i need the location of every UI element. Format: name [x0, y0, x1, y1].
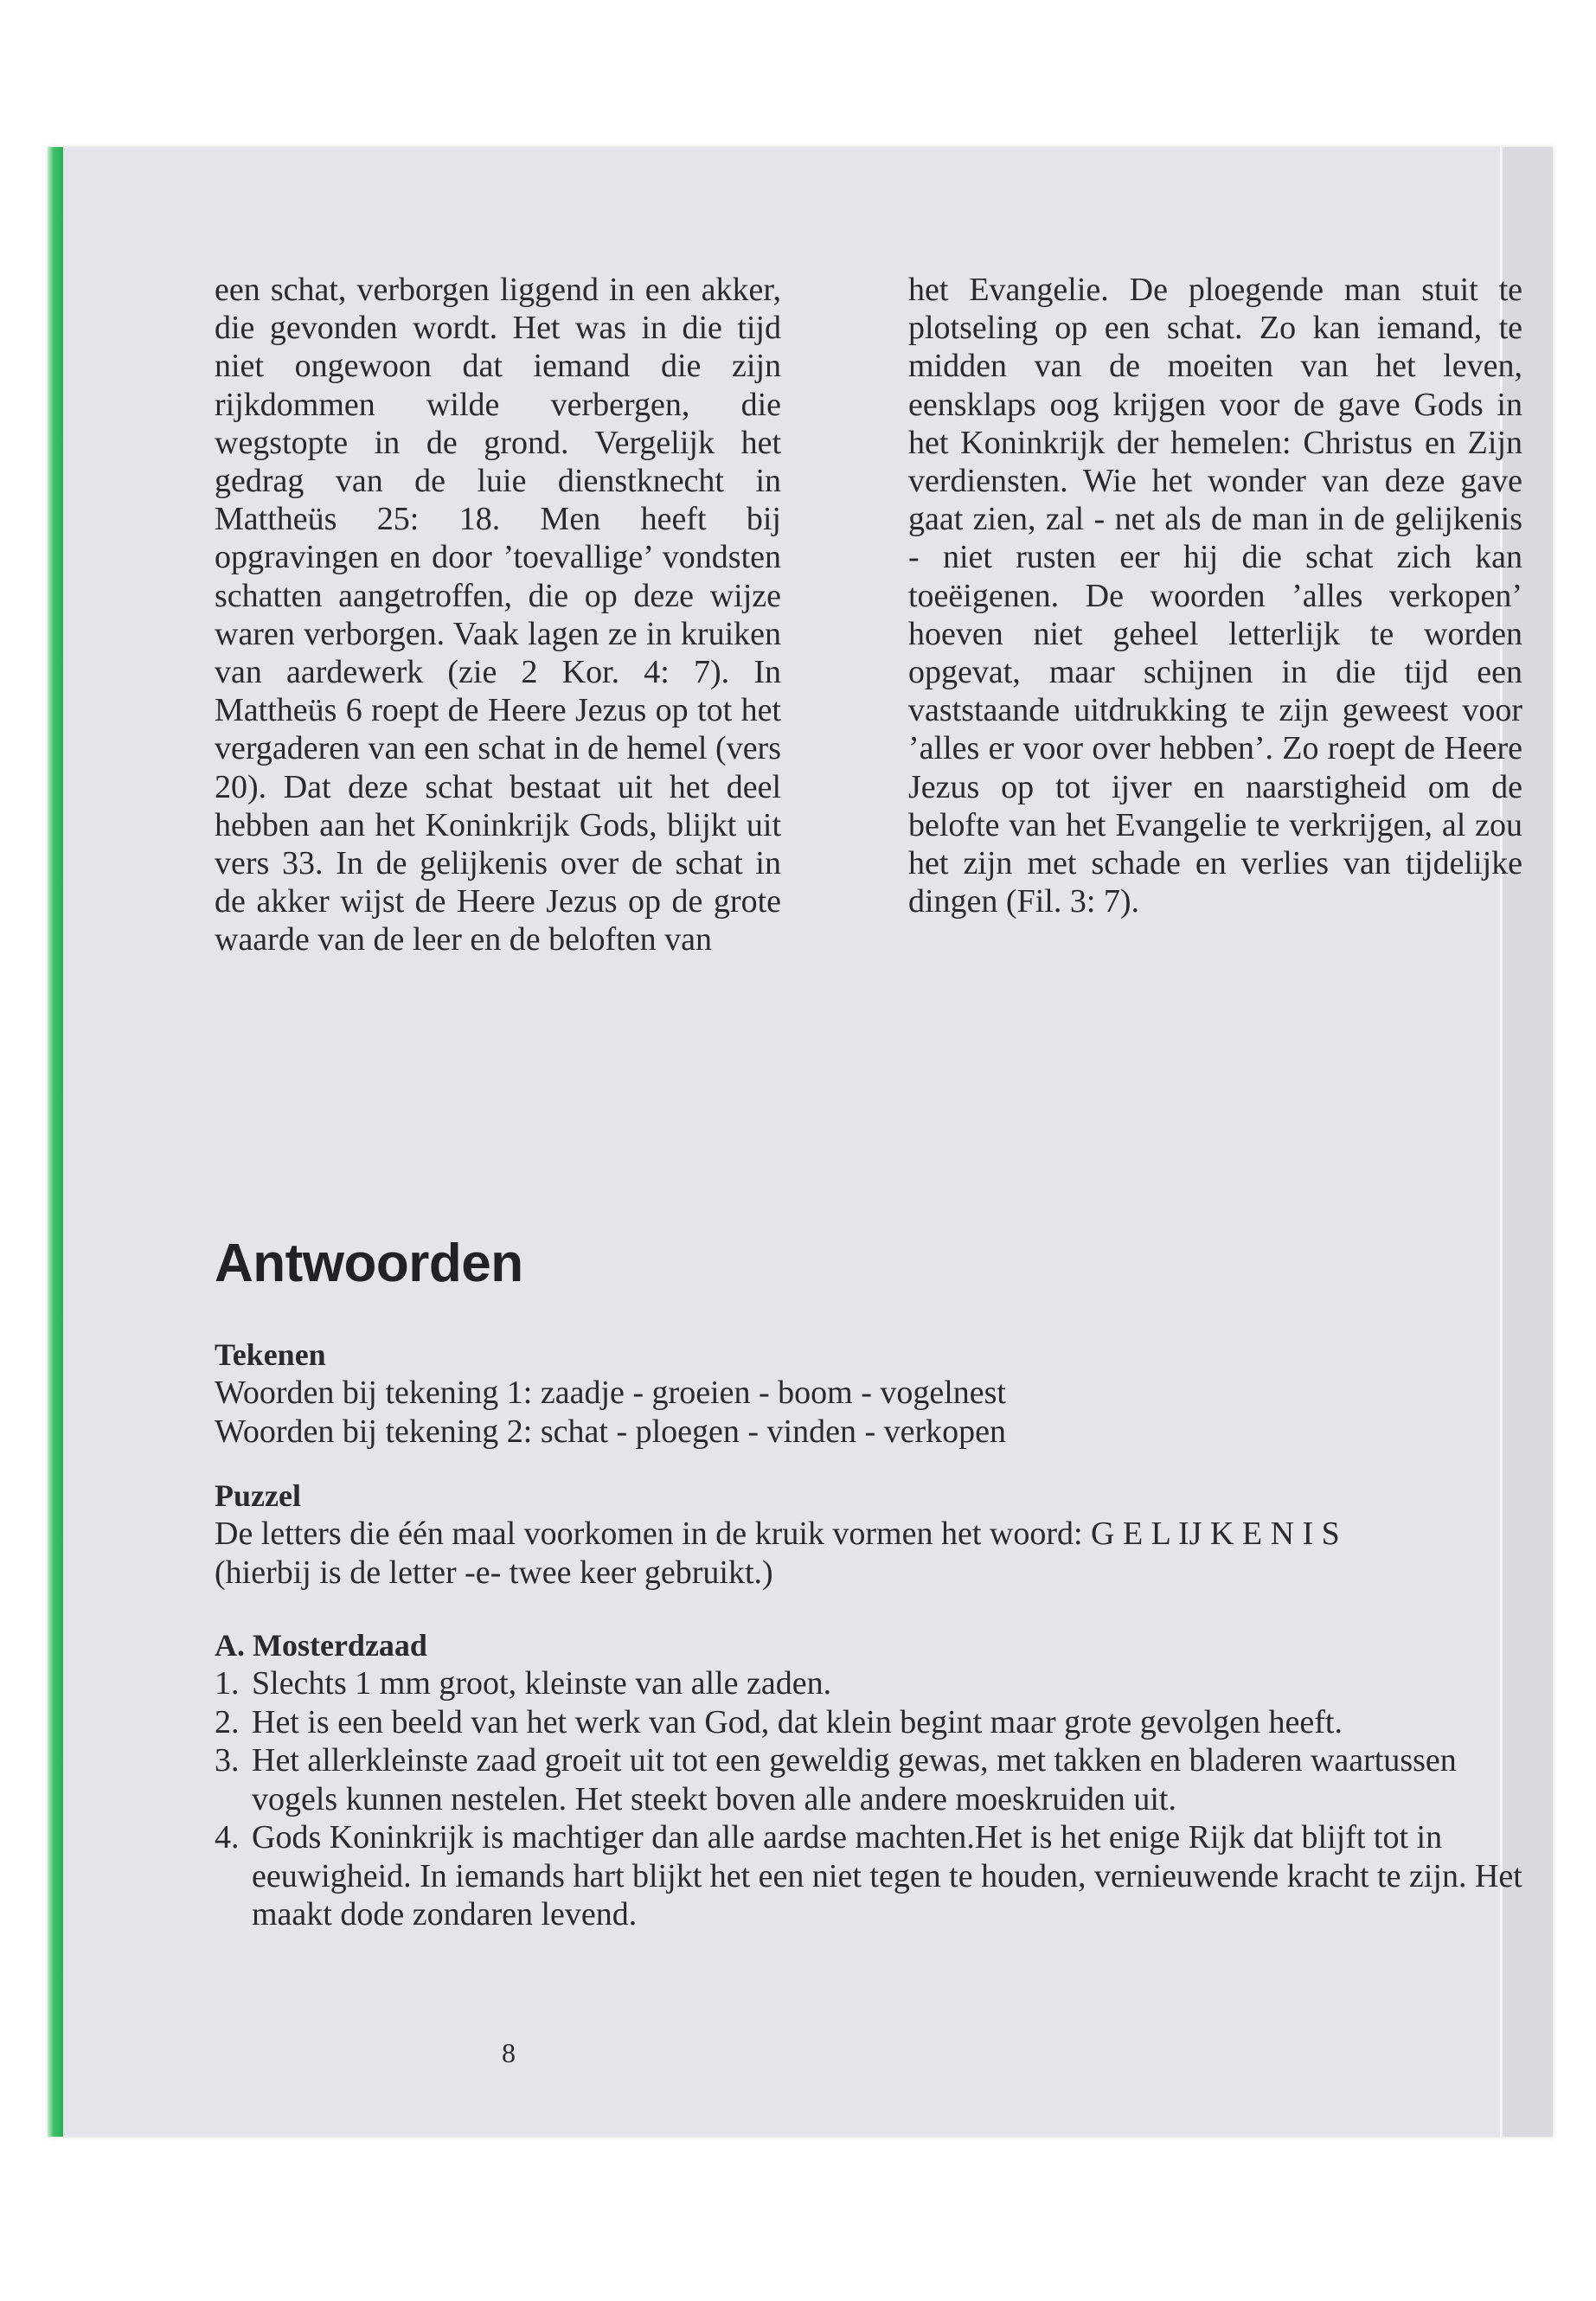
tekenen-line-2: Woorden bij tekening 2: schat - ploegen - vinden - verkopen: [215, 1413, 1007, 1450]
left-column-text: een schat, verborgen liggend in een akker, die gevonden wordt. Het was in die tijd niet ongewoon dat iemand die zijn rijkdommen wilde verbergen, die wegstopte in de grond. Vergelijk het gedrag van de luie dienstknecht in Mattheüs 25: 18. Men heeft bij opgravingen en door ’toevallige’ vondsten schatten aangetroffen, die op deze wijze waren verborgen. Vaak lagen ze in kruiken van aardewerk (zie 2 Kor. 4: 7). In Mattheüs 6 roept de Heere Jezus op tot het vergaderen van een schat in de hemel (vers 20). Dat deze schat bestaat uit het deel hebben aan het Koninkrijk Gods, blijkt uit vers 33. In de gelijkenis over de schat in de akker wijst de Heere Jezus op de grote waarde van de leer en de beloften van: [215, 272, 781, 958]
green-binding-stripe: [48, 147, 63, 2137]
list-item-number: 2.: [215, 1703, 240, 1740]
list-item-number: 4.: [215, 1819, 240, 1856]
list-item: [215, 1703, 1547, 1742]
article-right-column: [908, 271, 1522, 920]
list-item-text: Het is een beeld van het werk van God, dat klein begint maar grote gevolgen heeft.: [252, 1703, 1343, 1740]
article-left-column: [215, 271, 781, 959]
tekenen-line-1: Woorden bij tekening 1: zaadje - groeien - boom - vogelnest: [215, 1375, 1006, 1411]
list-item-text: Gods Koninkrijk is machtiger dan alle aardse machten.Het is het enige Rijk dat blijft tot in eeuwigheid. In iemands hart blijkt het een niet tegen te houden, vernieuwende kracht te zijn. Het maakt dode zondaren levend.: [252, 1819, 1522, 1932]
puzzel-title: Puzzel: [215, 1478, 301, 1513]
mosterdzaad-section: [215, 1626, 1547, 1934]
list-item-text: Slechts 1 mm groot, kleinste van alle zaden.: [252, 1665, 832, 1702]
answers-heading: Antwoorden: [215, 1234, 523, 1293]
list-item: [215, 1664, 1547, 1703]
puzzel-section: [215, 1477, 1547, 1592]
list-item: [215, 1818, 1547, 1934]
right-column-text: het Evangelie. De ploegende man stuit te plotseling op een schat. Zo kan iemand, te midden van de moeiten van het leven, eensklaps oog krijgen voor de gave Gods in het Koninkrijk der hemelen: Christus en Zijn verdiensten. Wie het wonder van deze gave gaat zien, zal - net als de man in de gelijkenis - niet rusten eer hij die schat zich kan toeëigenen. De woorden ’alles verkopen’ hoeven niet geheel letterlijk te worden opgevat, maar schijnen in die tijd een vaststaande uitdrukking te zijn geweest voor ’alles er voor over hebben’. Zo roept de Heere Jezus op tot ijver en naarstigheid om de belofte van het Evangelie te verkrijgen, al zou het zijn met schade en verlies van tijdelijke dingen (Fil. 3: 7).: [908, 272, 1522, 920]
puzzel-line-2: (hierbij is de letter -e- twee keer gebruikt.): [215, 1554, 773, 1591]
book-page: [48, 147, 1553, 2137]
answers-section: [215, 1234, 1547, 1934]
list-item-text: Het allerkleinste zaad groeit uit tot een geweldig gewas, met takken en bladeren waartussen vogels kunnen nestelen. Het steekt boven alle andere moeskruiden uit.: [252, 1742, 1457, 1817]
tekenen-section: [215, 1336, 1547, 1451]
mosterdzaad-title: A. Mosterdzaad: [215, 1628, 427, 1663]
list-item-number: 3.: [215, 1742, 240, 1779]
list-item: [215, 1741, 1547, 1818]
list-item-number: 1.: [215, 1665, 240, 1702]
puzzel-line-1: De letters die één maal voorkomen in de kruik vormen het woord: G E L IJ K E N I S: [215, 1516, 1340, 1552]
mosterdzaad-list: [215, 1664, 1547, 1934]
page-number: 8: [502, 2037, 516, 2068]
tekenen-title: Tekenen: [215, 1337, 326, 1372]
